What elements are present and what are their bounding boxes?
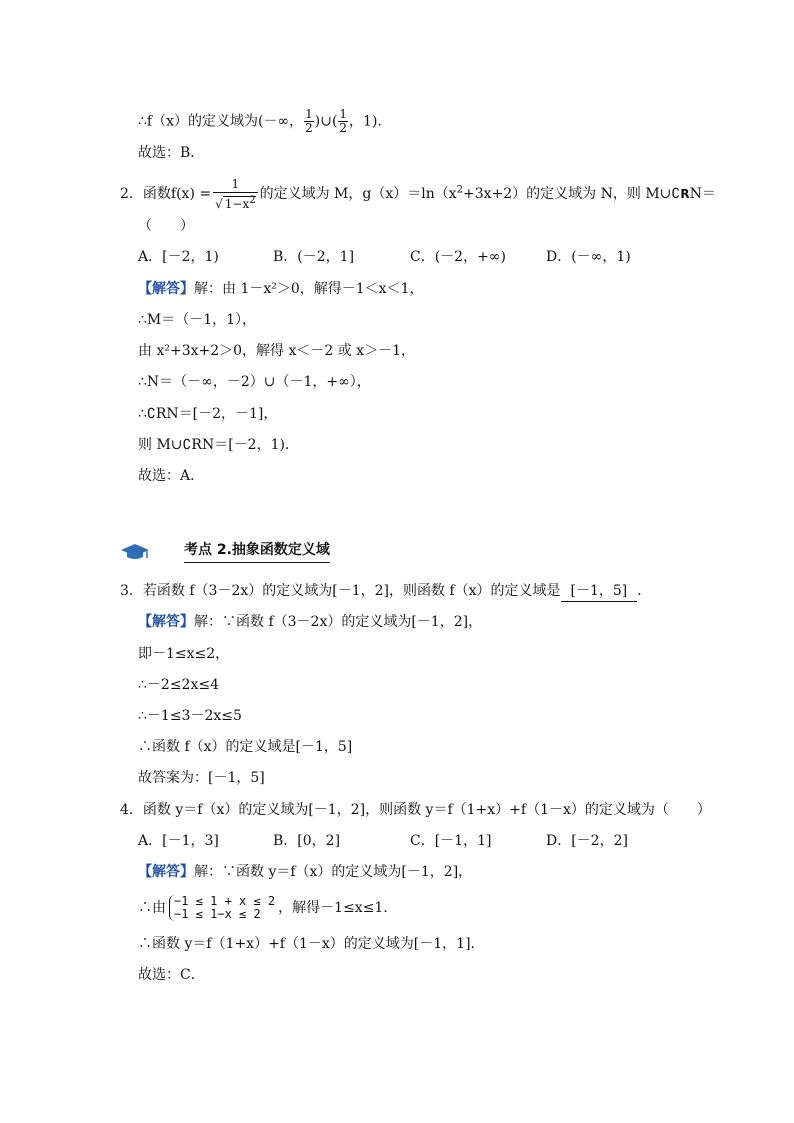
q2-solution-6: 则 M∪∁RN＝[－2，1)．: [138, 437, 299, 453]
prev-answer: 故选：B．: [138, 145, 205, 161]
q4-answer: 故选：C．: [138, 967, 205, 983]
q4-option-b[interactable]: B．[0，2]: [273, 833, 341, 849]
q3-solution-5: ∴函数 f（x）的定义域是[－1，5]: [138, 739, 353, 755]
q3-solution-2: 即－1≤x≤2，: [138, 646, 230, 662]
q3-stem: 3．若函数 f（3－2x）的定义域为[－1，2]，则函数 f（x）的定义域是 [－1，5] ．: [120, 581, 651, 602]
q2-fraction: $\frac{1}{√ 1-x^2}$: [215, 177, 256, 211]
q2-solution-2: ∴M＝（－1，1），: [138, 312, 257, 328]
q3-solution-1: 【解答】解：∵函数 f（3－2x）的定义域为[－1，2]，: [138, 614, 483, 630]
q4-solution-3: ∴函数 y＝f（1+x）+f（1－x）的定义域为[－1，1]．: [138, 936, 485, 952]
q2-solution-5: ∴∁RN＝[－2，－1]，: [138, 406, 278, 422]
graduation-cap-icon: [120, 542, 150, 562]
solution-tag: 【解答】: [138, 281, 194, 297]
q4-solution-2: ∴由 −1 ≤ 1 + x ≤ 2 −1 ≤ 1−x ≤ 2 ，解得－1≤x≤1．: [138, 894, 398, 921]
q2-option-d[interactable]: D．(－∞，1): [546, 249, 631, 265]
q2-solution-3: 由 x²+3x+2＞0，解得 x＜－2 或 x＞－1，: [138, 343, 415, 359]
q4-option-c[interactable]: C．[－1，1]: [410, 833, 492, 849]
q2-option-b[interactable]: B．(－2，1]: [273, 249, 355, 265]
q2-paren: （ ）: [138, 218, 194, 234]
q2-option-c[interactable]: C．(－2，+∞): [410, 249, 506, 265]
prev-domain-line: ∴f（x）的定义域为(－∞， $\frac{1}{2}$ )∪( $\frac{1}{2}$ ，1).: [138, 107, 382, 135]
inequality-system: −1 ≤ 1 + x ≤ 2 −1 ≤ 1−x ≤ 2: [169, 895, 275, 921]
q3-answer-blank: [－1，5]: [561, 581, 638, 602]
q2-solution-4: ∴N＝（－∞，－2）∪（－1，+∞），: [138, 374, 371, 390]
section-title: 考点 2.抽象函数定义域: [184, 539, 330, 563]
q3-solution-3: ∴－2≤2x≤4: [138, 677, 219, 693]
q3-answer: 故答案为：[－1，5]: [138, 770, 265, 786]
q2-solution-1: 【解答】解：由 1－x²＞0，解得－1＜x＜1，: [138, 281, 424, 297]
q2-stem: 2．函数f(x) = $\frac{1}{√ 1-x^2}$ 的定义域为 M，$g(x)=\ln(x^2+3x+2)$的定义域为 N，则 M∪∁RN＝: [120, 177, 716, 211]
q4-option-a[interactable]: A．[－1，3]: [138, 833, 219, 849]
solution-tag: 【解答】: [138, 614, 194, 630]
q4-solution-1: 【解答】解：∵函数 y＝f（x）的定义域为[－1，2]，: [138, 864, 473, 880]
q2-option-a[interactable]: A．[－2，1): [138, 249, 219, 265]
q3-solution-4: ∴－1≤3－2x≤5: [138, 708, 242, 724]
solution-tag: 【解答】: [138, 864, 194, 880]
q2-answer: 故选：A．: [138, 468, 205, 484]
fraction-half: $\frac{1}{2}$: [305, 107, 313, 135]
fraction-half: $\frac{1}{2}$: [339, 107, 348, 135]
q4-stem: 4．函数 y＝f（x）的定义域为[－1，2]，则函数 y＝f（1+x）+f（1－x）的定义域为（ ）: [120, 802, 711, 818]
q4-option-d[interactable]: D．[－2，2]: [546, 833, 628, 849]
